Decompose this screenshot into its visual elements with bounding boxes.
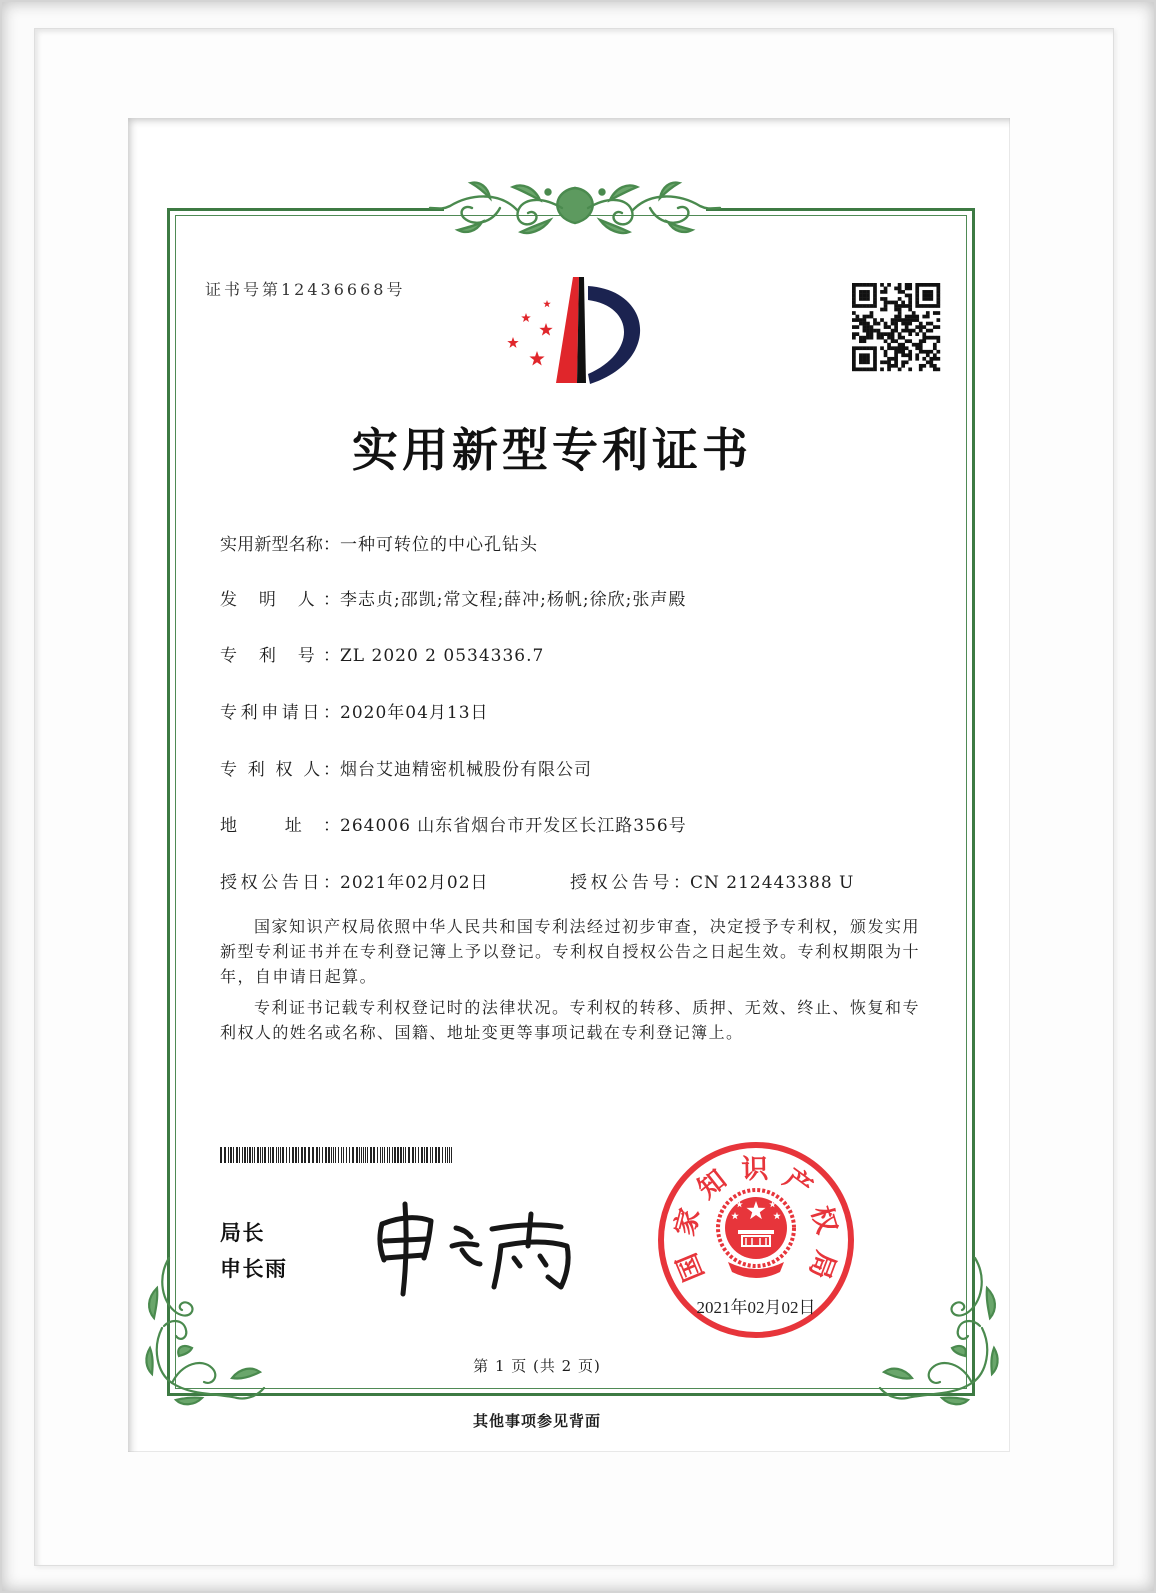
page-indicator: 第 1 页 (共 2 页) [473,1357,601,1375]
field-utility-model-name [220,534,538,556]
seal-text-path: 国家知识产权局 [669,1153,843,1286]
patent-office-logo-icon [500,270,660,390]
field-value: 2021年02月02日 [340,873,489,893]
statement-paragraph: 国家知识产权局依照中华人民共和国专利法经过初步审查，决定授予专利权，颁发实用新型专利证书并在专利登记簿上予以登记。专利权自授权公告之日起生效。专利权期限为十年，自申请日起算。 [220,917,920,986]
field-value: 264006 山东省烟台市开发区长江路356号 [340,816,687,836]
field-grant-announcement-number [570,872,854,894]
field-value: 李志贞;邵凯;常文程;薛冲;杨帆;徐欣;张声殿 [340,590,687,610]
statement-paragraph: 专利证书记载专利权登记时的法律状况。专利权的转移、质押、无效、终止、恢复和专利权人的姓名或名称、国籍、地址变更等事项记载在专利登记簿上。 [220,998,920,1042]
corner-ornament-right [872,1248,1002,1408]
signatory-title: 局长 [220,1220,265,1245]
qr-code-icon [852,283,940,371]
signatory-name: 申长雨 [220,1256,288,1281]
field-grant-announcement-date [220,872,489,894]
barcode-icon [220,1147,456,1163]
field-label: 专 利 权 人： [220,760,340,780]
field-label: 地 址： [220,816,340,836]
field-label: 专利申请日： [220,703,340,723]
footer-note: 其他事项参见背面 [472,1412,601,1430]
handwritten-signature [360,1195,590,1305]
field-inventors [220,589,686,611]
field-patent-number [220,645,544,667]
seal-date: 2021年02月02日 [696,1298,816,1317]
field-address [220,815,687,837]
field-label: 实用新型名称： [220,535,340,555]
certificate-number: 证书号第12436668号 [205,280,406,299]
certificate-statement [220,914,920,1051]
field-value: 烟台艾迪精密机械股份有限公司 [340,760,592,780]
field-value: CN 212443388 U [690,873,855,893]
field-value: 一种可转位的中心孔钻头 [340,535,538,555]
top-ornament [430,178,720,243]
field-label: 专 利 号： [220,646,340,666]
field-patentee [220,759,592,781]
national-emblem-icon [718,1190,794,1278]
certificate-title: 实用新型专利证书 [352,423,752,477]
field-label: 授权公告号： [570,873,690,893]
field-value: 2020年04月13日 [340,703,489,723]
field-application-date [220,702,489,724]
field-value: ZL 2020 2 0534336.7 [340,646,545,666]
field-label: 授权公告日： [220,873,340,893]
field-label: 发 明 人： [220,590,340,610]
